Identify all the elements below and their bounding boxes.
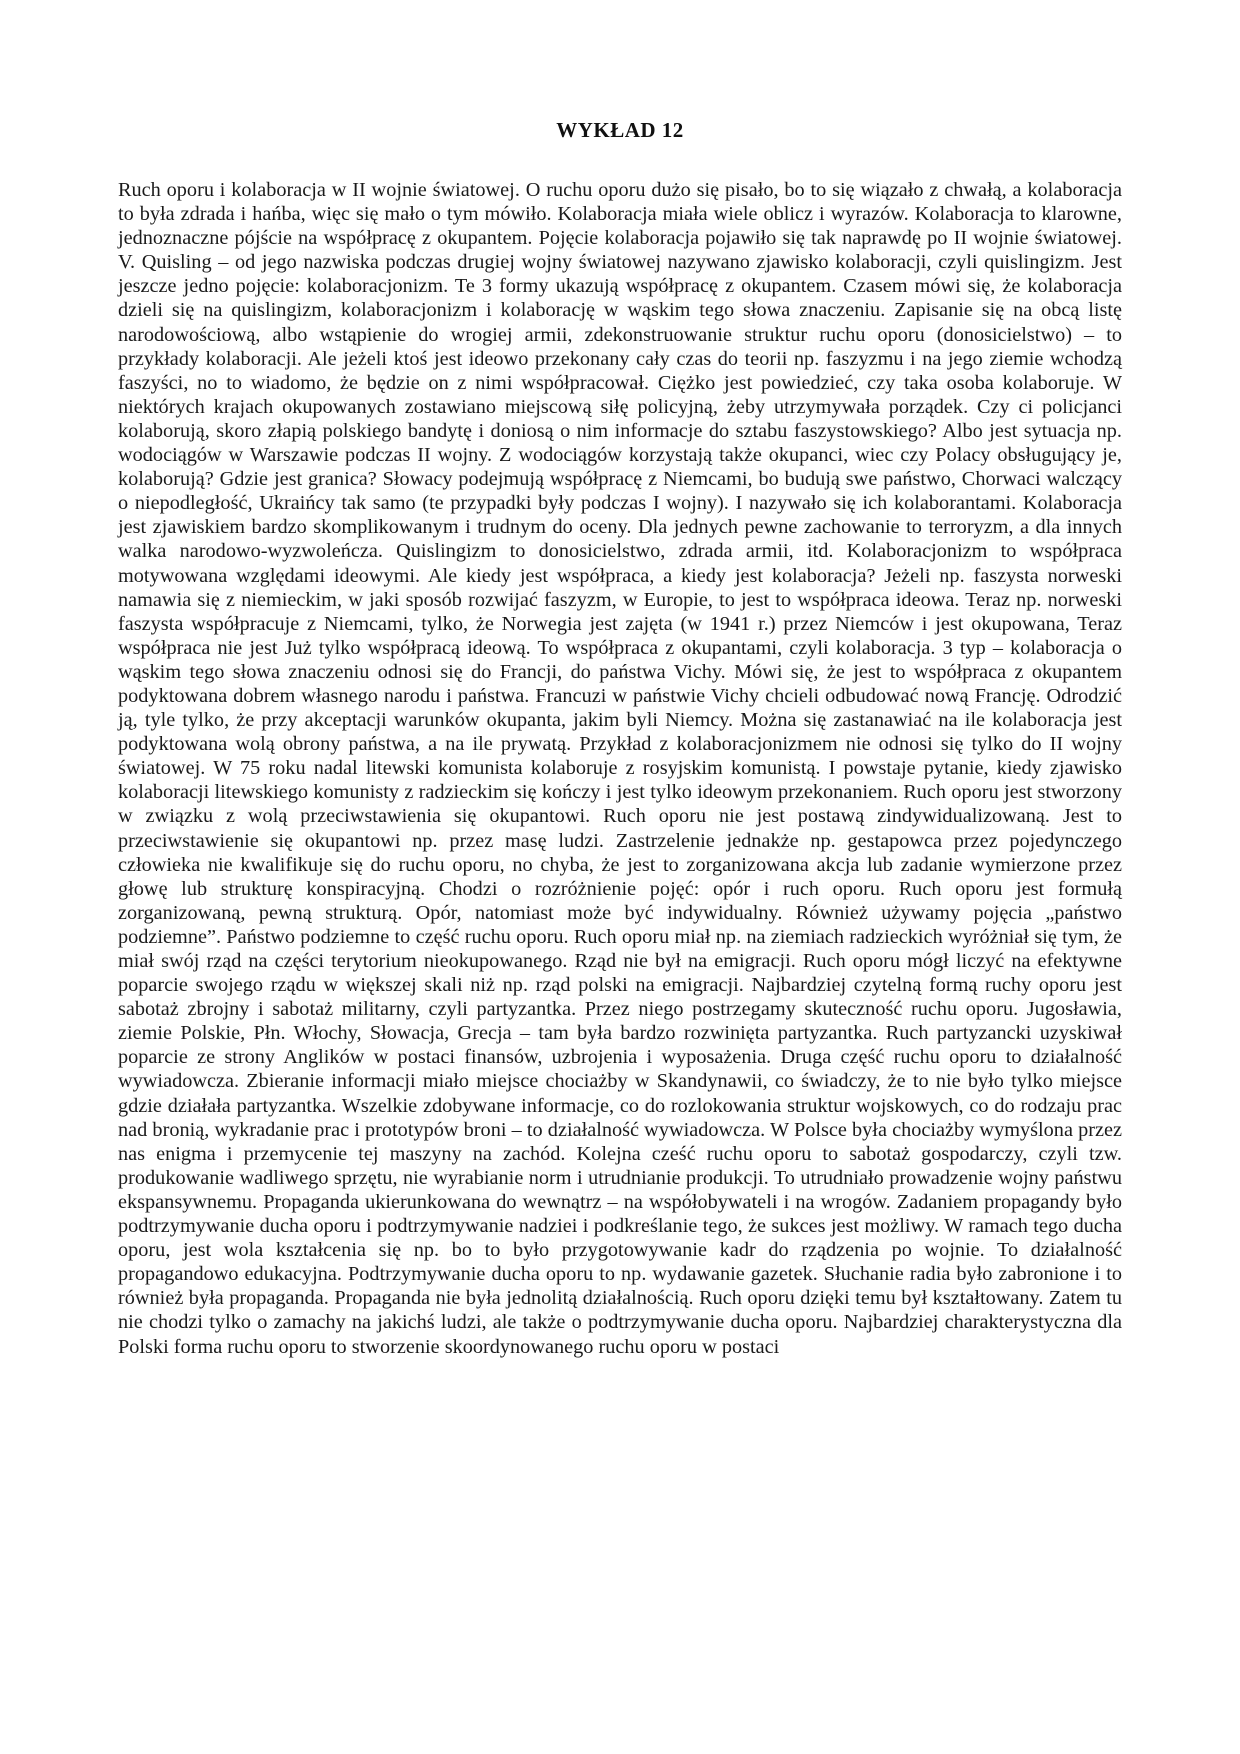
- page-title: WYKŁAD 12: [556, 118, 684, 142]
- body-paragraph: Ruch oporu i kolaboracja w II wojnie światowej. O ruchu oporu dużo się pisało, bo to się wiązało z chwałą, a kolaboracja to była zdrada i hańba, więc się mało o tym mówiło. Kolaboracja miała wiele oblicz i wyrazów. Kolaboracja to klarowne, jednoznaczne pójście na współpracę z okupantem. Pojęcie kolaboracja pojawiło się tak naprawdę po II wojnie światowej. V. Quisling – od jego nazwiska podczas drugiej wojny światowej nazywano zjawisko kolaboracji, czyli quislingizm. Jest jeszcze jedno pojęcie: kolaboracjonizm. Te 3 formy ukazują współpracę z okupantem. Czasem mówi się, że kolaboracja dzieli się na quislingizm, kolaboracjonizm i kolaborację w wąskim tego słowa znaczeniu. Zapisanie się na obcą listę narodowościową, albo wstąpienie do wrogiej armii, zdekonstruowanie struktur ruchu oporu (donosicielstwo) – to przykłady kolaboracji. Ale jeżeli ktoś jest ideowo przekonany cały czas do teorii np. faszyzmu i na jego ziemie wchodzą faszyści, no to wiadomo, że będzie on z nimi współpracował. Ciężko jest powiedzieć, czy taka osoba kolaboruje. W niektórych krajach okupowanych zostawiano miejscową siłę policyjną, żeby utrzymywała porządek. Czy ci policjanci kolaborują, skoro złapią polskiego bandytę i doniosą o nim informacje do sztabu faszystowskiego? Albo jest sytuacja np. wodociągów w Warszawie podczas II wojny. Z wodociągów korzystają także okupanci, wiec czy Polacy obsługujący je, kolaborują? Gdzie jest granica? Słowacy podejmują współpracę z Niemcami, bo budują swe państwo, Chorwaci walczący o niepodległość, Ukraińcy tak samo (te przypadki były podczas I wojny). I nazywało się ich kolaborantami. Kolaboracja jest zjawiskiem bardzo skomplikowanym i trudnym do oceny. Dla jednych pewne zachowanie to terroryzm, a dla innych walka narodowo-wyzwoleńcza. Quislingizm to donosicielstwo, zdrada armii, itd. Kolaboracjonizm to współpraca motywowana względami ideowymi. Ale kiedy jest współpraca, a kiedy jest kolaboracja? Jeżeli np. faszysta norweski namawia się z niemieckim, w jaki sposób rozwijać faszyzm, w Europie, to jest to współpraca ideowa. Teraz np. norweski faszysta współpracuje z Niemcami, tylko, że Norwegia jest zajęta (w 1941 r.) przez Niemców i jest okupowana, Teraz współpraca nie jest Już tylko współpracą ideową. To współpraca z okupantami, czyli kolaboracja. 3 typ – kolaboracja o wąskim tego słowa znaczeniu odnosi się do Francji, do państwa Vichy. Mówi się, że jest to współpraca z okupantem podyktowana dobrem własnego narodu i państwa. Francuzi w państwie Vichy chcieli odbudować nową Francję. Odrodzić ją, tyle tylko, że przy akceptacji warunków okupanta, jakim byli Niemcy. Można się zastanawiać na ile kolaboracja jest podyktowana wolą obrony państwa, a na ile prywatą. Przykład z kolaboracjonizmem nie odnosi się tylko do II wojny światowej. W 75 roku nadal litewski komunista kolaboruje z rosyjskim komunistą. I powstaje pytanie, kiedy zjawisko kolaboracji litewskiego komunisty z radzieckim się kończy i jest tylko ideowym przekonaniem. Ruch oporu jest stworzony w związku z wolą przeciwstawienia się okupantowi. Ruch oporu nie jest postawą zindywidualizowaną. Jest to przeciwstawienie się okupantowi np. przez masę ludzi. Zastrzelenie jednakże np. gestapowca przez pojedynczego człowieka nie kwalifikuje się do ruchu oporu, no chyba, że jest to zorganizowana akcja lub zadanie wymierzone przez głowę lub strukturę konspiracyjną. Chodzi o rozróżnienie pojęć: opór i ruch oporu. Ruch oporu jest formułą zorganizowaną, pewną strukturą. Opór, natomiast może być indywidualny. Również używamy pojęcia „państwo podziemne”. Państwo podziemne to część ruchu oporu. Ruch oporu miał np. na ziemiach radzieckich wyróżniał się tym, że miał swój rząd na części terytorium nieokupowanego. Rząd nie był na emigracji. Ruch oporu mógł liczyć na efektywne poparcie swojego rządu w większej skali niż np. rząd polski na emigracji. Najbardziej czytelną formą ruchy oporu jest sabotaż zbrojny i sabotaż militarny, czyli partyzantka. Przez niego postrzegamy skuteczność ruchu oporu. Jugosławia, ziemie Polskie, Płn. Włochy, Słowacja, Grecja – tam była bardzo rozwinięta partyzantka. Ruch partyzancki uzyskiwał poparcie ze strony Anglików w postaci finansów, uzbrojenia i wyposażenia. Druga część ruchu oporu to działalność wywiadowcza. Zbieranie informacji miało miejsce chociażby w Skandynawii, co świadczy, że to nie było tylko miejsce gdzie działała partyzantka. Wszelkie zdobywane informacje, co do rozlokowania struktur wojskowych, co do rodzaju prac nad bronią, wykradanie prac i prototypów broni – to działalność wywiadowcza. W Polsce była chociażby wymyślona przez nas enigma i przemycenie tej maszyny na zachód. Kolejna cześć ruchu oporu to sabotaż gospodarczy, czyli tzw. produkowanie wadliwego sprzętu, nie wyrabianie norm i utrudnianie produkcji. To utrudniało prowadzenie wojny państwu ekspansywnemu. Propaganda ukierunkowana do wewnątrz – na współobywateli i na wrogów. Zadaniem propagandy było podtrzymywanie ducha oporu i podtrzymywanie nadziei i podkreślanie tego, że sukces jest możliwy. W ramach tego ducha oporu, jest wola kształcenia się np. bo to było przygotowywanie kadr do rządzenia po wojnie. To działalność propagandowo edukacyjna. Podtrzymywanie ducha oporu to np. wydawanie gazetek. Słuchanie radia było zabronione i to również była propaganda. Propaganda nie była jednolitą działalnością. Ruch oporu dzięki temu był kształtowany. Zatem tu nie chodzi tylko o zamachy na jakichś ludzi, ale także o podtrzymywanie ducha oporu. Najbardziej charakterystyczna dla Polski forma ruchu oporu to stworzenie skoordynowanego ruchu oporu w postaci: [118, 179, 1122, 1358]
